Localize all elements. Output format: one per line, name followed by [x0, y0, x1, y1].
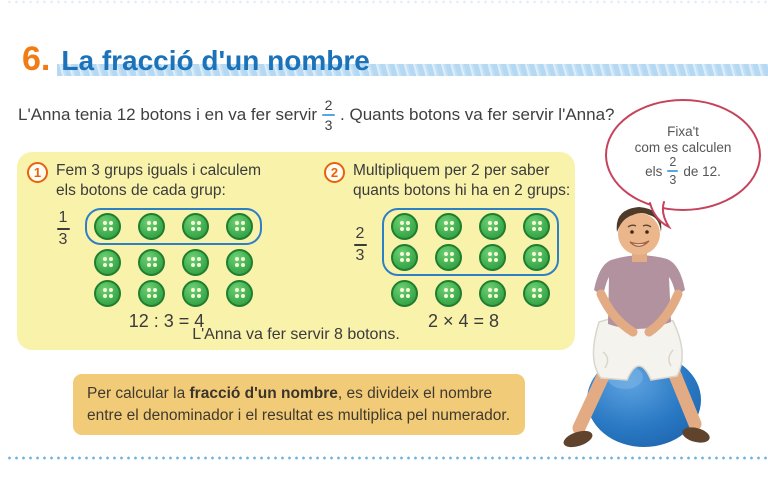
button-row	[391, 280, 559, 307]
green-button-icon	[479, 244, 506, 271]
green-button-icon	[138, 249, 165, 276]
step-2-header	[324, 161, 574, 202]
fraction-two-thirds: $\frac{2}{3}$	[354, 226, 367, 307]
step-1-number-badge: 1	[27, 162, 48, 183]
green-button-icon	[435, 280, 462, 307]
green-button-icon	[226, 213, 253, 240]
page-header	[22, 40, 370, 79]
bubble-line-1: Fixa't	[667, 123, 699, 139]
step-1	[27, 161, 307, 332]
bubble-line-3: els $\frac{2}{3}$ de 12.	[645, 154, 721, 187]
button-holes	[235, 257, 239, 261]
fraction-one-third: $\frac{1}{3}$	[57, 210, 70, 307]
highlight-outline	[85, 208, 262, 245]
button-holes	[147, 288, 151, 292]
rule-term: fracció d'un nombre	[189, 385, 338, 402]
green-button-icon	[479, 280, 506, 307]
button-holes	[488, 288, 492, 292]
green-button-icon	[523, 280, 550, 307]
step-1-equation: 12 : 3 = 4	[128, 310, 205, 331]
button-holes	[147, 257, 151, 261]
button-holes	[532, 221, 536, 225]
green-button-icon	[523, 213, 550, 240]
button-holes	[400, 288, 404, 292]
problem-text-before: L'Anna tenia 12 botons i en va fer servir	[18, 105, 318, 124]
button-holes	[400, 221, 404, 225]
green-button-icon	[435, 213, 462, 240]
girl-on-hopper-ball-illustration	[555, 202, 730, 470]
button-holes	[235, 221, 239, 225]
conclusion-text: L'Anna va fer servir 8 botons.	[192, 326, 400, 343]
green-button-icon	[523, 244, 550, 271]
step-2-equation: 2 × 4 = 8	[427, 310, 500, 331]
step-2-instruction: Multipliquem per 2 per saber quants botons hi ha en 2 grups:	[353, 162, 571, 200]
green-button-icon	[94, 249, 121, 276]
green-button-icon	[94, 280, 121, 307]
bubble-line-2: com es calculen	[634, 139, 732, 155]
green-button-icon	[391, 280, 418, 307]
button-holes	[191, 257, 195, 261]
green-button-icon	[391, 213, 418, 240]
step-1-instruction: Fem 3 grups iguals i calculem els botons de cada grup:	[56, 162, 262, 200]
green-button-icon	[226, 249, 253, 276]
problem-text-after: . Quants botons va fer servir l'Anna?	[340, 105, 615, 124]
step-2-visual	[350, 208, 574, 307]
button-holes	[103, 288, 107, 292]
speech-bubble	[605, 99, 761, 211]
lesson-number: 6.	[22, 40, 51, 78]
fraction-bar	[667, 170, 678, 172]
problem-statement	[18, 98, 615, 132]
fraction-bar	[354, 244, 367, 246]
button-holes	[488, 221, 492, 225]
button-row	[94, 213, 253, 240]
button-row	[391, 244, 550, 271]
button-row	[94, 249, 262, 276]
button-holes	[103, 257, 107, 261]
button-holes	[147, 221, 151, 225]
green-button-icon	[182, 249, 209, 276]
step-1-visual	[53, 208, 307, 307]
button-grid-step-2	[382, 208, 559, 307]
green-button-icon	[226, 280, 253, 307]
button-grid-step-1	[85, 208, 262, 307]
green-button-icon	[138, 280, 165, 307]
step-2-number-badge: 2	[324, 162, 345, 183]
fraction-two-thirds: $\frac{2}{3}$	[322, 98, 335, 132]
fraction-two-thirds: $\frac{2}{3}$	[667, 156, 678, 187]
button-holes	[444, 252, 448, 256]
speech-bubble-tail	[645, 201, 673, 229]
button-holes	[444, 221, 448, 225]
fraction-bar	[322, 114, 335, 116]
green-button-icon	[94, 213, 121, 240]
button-holes	[488, 252, 492, 256]
button-row	[391, 213, 550, 240]
button-holes	[191, 288, 195, 292]
step-1-header	[27, 161, 307, 202]
example-box	[17, 152, 575, 350]
green-button-icon	[138, 213, 165, 240]
green-button-icon	[182, 213, 209, 240]
step-2	[324, 161, 574, 332]
button-holes	[400, 252, 404, 256]
fraction-bar	[57, 228, 70, 230]
green-button-icon	[435, 244, 462, 271]
button-holes	[235, 288, 239, 292]
button-row	[94, 280, 262, 307]
green-button-icon	[391, 244, 418, 271]
top-dotted-rule	[6, 0, 768, 4]
button-holes	[532, 252, 536, 256]
button-holes	[191, 221, 195, 225]
highlight-outline	[382, 208, 559, 276]
button-holes	[103, 221, 107, 225]
green-button-icon	[479, 213, 506, 240]
button-holes	[532, 288, 536, 292]
page-title: La fracció d'un nombre	[61, 45, 370, 76]
green-button-icon	[182, 280, 209, 307]
button-holes	[444, 288, 448, 292]
rule-summary-box: Per calcular la fracció d'un nombre, es divideix el nombre entre el denominador i el resultat es multiplica pel numerador.	[73, 374, 525, 435]
